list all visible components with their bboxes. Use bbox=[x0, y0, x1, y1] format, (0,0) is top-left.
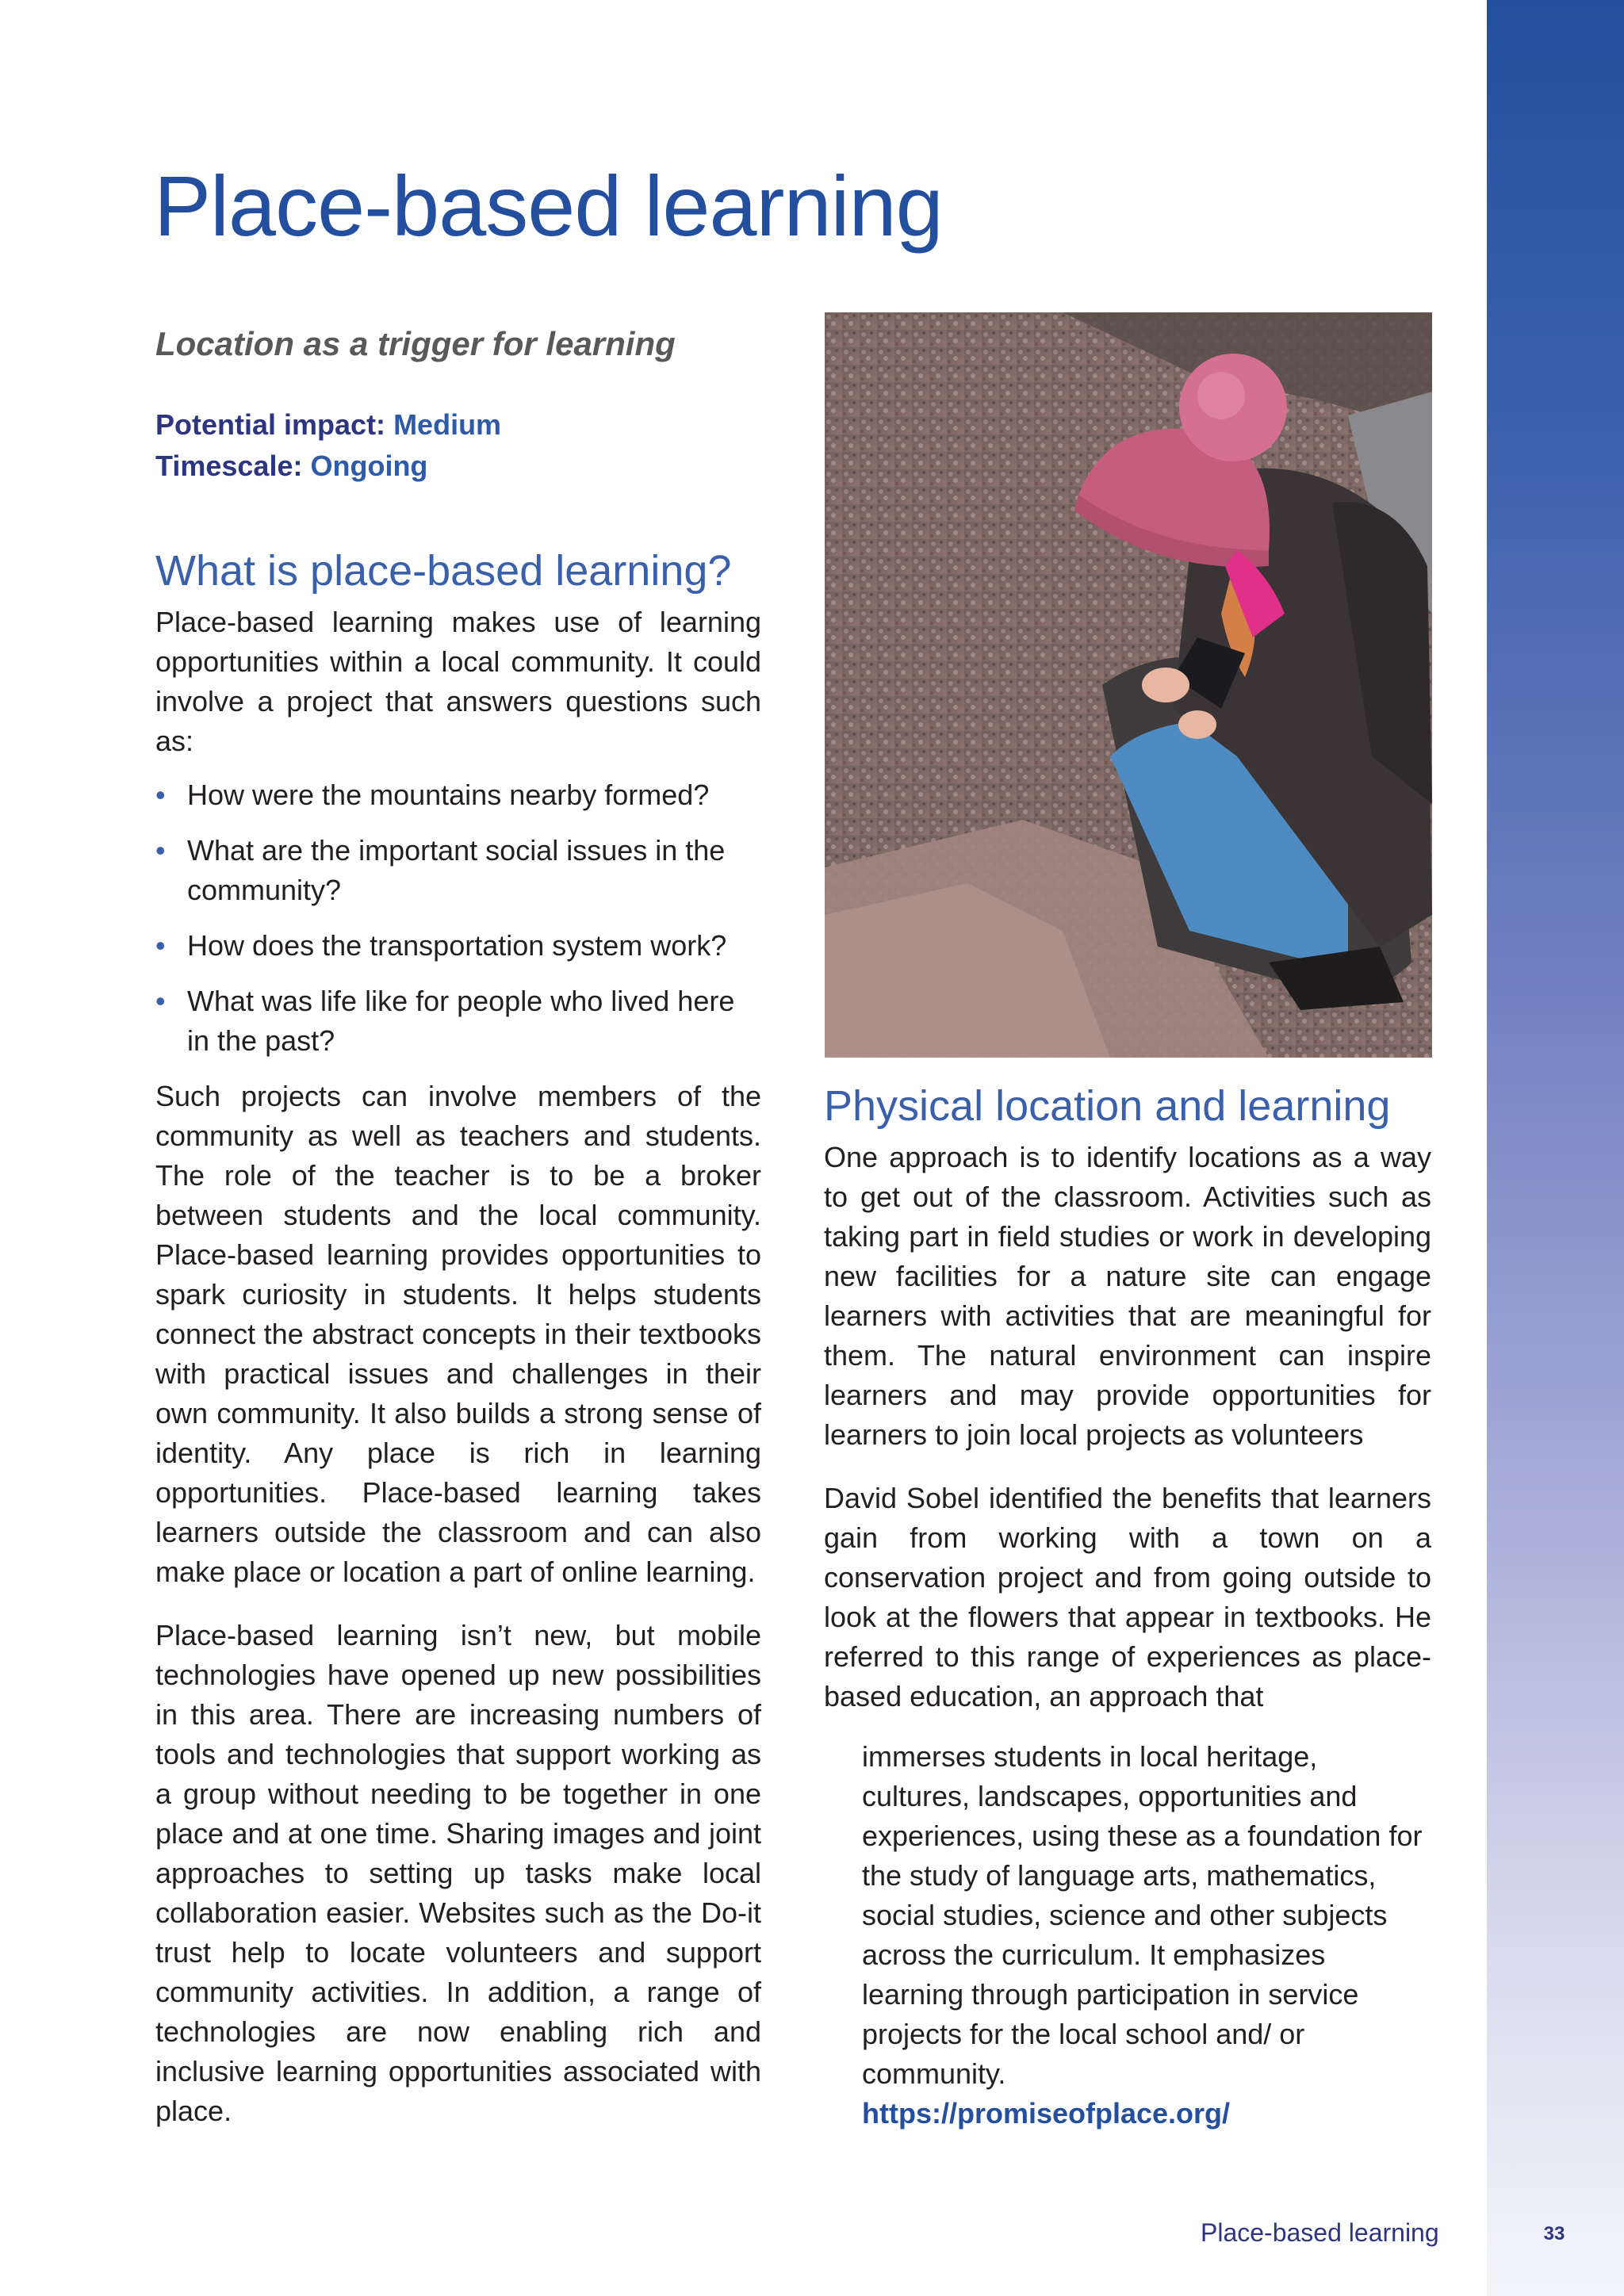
page-title: Place-based learning bbox=[154, 158, 943, 254]
question-list bbox=[155, 775, 761, 1061]
list-item: • How were the mountains nearby formed? bbox=[155, 775, 761, 815]
side-color-band bbox=[1487, 0, 1624, 2296]
approach-paragraph: One approach is to identify locations as a way to get out of the classroom. Activities such as taking part in field studies or work in developing new facilities for a nature site can engage learners with activities that are meaningful for them. The natural environment can inspire learners and may provide opportunities for learners to join local projects as volunteers bbox=[824, 1141, 1431, 1451]
impact-label: Potential impact: bbox=[155, 408, 386, 441]
list-item: • What was life like for people who lived here in the past? bbox=[155, 982, 761, 1061]
impact-line bbox=[155, 404, 501, 446]
page-number: 33 bbox=[1543, 2223, 1565, 2244]
promise-of-place-link[interactable]: https://promiseofplace.org/ bbox=[862, 2097, 1231, 2130]
mobile-tech-paragraph: Place-based learning isn’t new, but mobile technologies have opened up new possibilities in this area. There are increasing numbers of tools and technologies that support working as a group without needing to be together in one place and at one time. Sharing images and joint approaches to setting up tasks make local collaboration easier. Websites such as the Do-it trust help to locate volunteers and support community activities. In addition, a range of technologies are now enabling rich and inclusive learning opportunities associated with place. bbox=[155, 1619, 761, 2127]
block-quote bbox=[862, 1737, 1431, 2133]
subtitle: Location as a trigger for learning bbox=[155, 325, 676, 362]
meta-block bbox=[155, 404, 501, 487]
impact-value: Medium bbox=[393, 408, 502, 441]
photo-girl-with-phone bbox=[825, 312, 1432, 1058]
intro-paragraph: Place-based learning makes use of learning opportunities within a local community. It could involve a project that answers questions such as: bbox=[155, 606, 761, 757]
left-column bbox=[155, 539, 761, 2131]
timescale-line bbox=[155, 446, 501, 487]
list-item: • What are the important social issues in the community? bbox=[155, 831, 761, 910]
sobel-paragraph: David Sobel identified the benefits that learners gain from working with a town on a conservation project and from going outside to look at the flowers that appear in textbooks. He referred to this range of experiences as place-based education, an approach that bbox=[824, 1482, 1431, 1712]
timescale-value: Ongoing bbox=[310, 450, 428, 482]
section-heading-physical-location: Physical location and learning bbox=[824, 1082, 1391, 1130]
list-item: • How does the transportation system work? bbox=[155, 926, 761, 966]
timescale-label: Timescale: bbox=[155, 450, 303, 482]
footer-label: Place-based learning bbox=[1201, 2218, 1439, 2247]
community-paragraph: Such projects can involve members of the community as well as teachers and students. The role of the teacher is to be a broker between students and the local community. Place-based learning provides opportunities to spark curiosity in students. It helps students connect the abstract concepts in their textbooks with practical issues and challenges in their own community. It also builds a strong sense of identity. Any place is rich in learning opportunities. Place-based learning takes learners outside the classroom and can also make place or location a part of online learning. bbox=[155, 1080, 761, 1588]
right-column bbox=[824, 1074, 1431, 2133]
quote-text: immerses students in local heritage, cultures, landscapes, opportunities and experiences, using these as a foundation for the study of language arts, mathematics, social studies, science and other subjects across the curriculum. It emphasizes learning through participation in service projects for the local school and/ or community. bbox=[862, 1740, 1423, 2090]
section-heading-what-is: What is place-based learning? bbox=[155, 547, 732, 595]
